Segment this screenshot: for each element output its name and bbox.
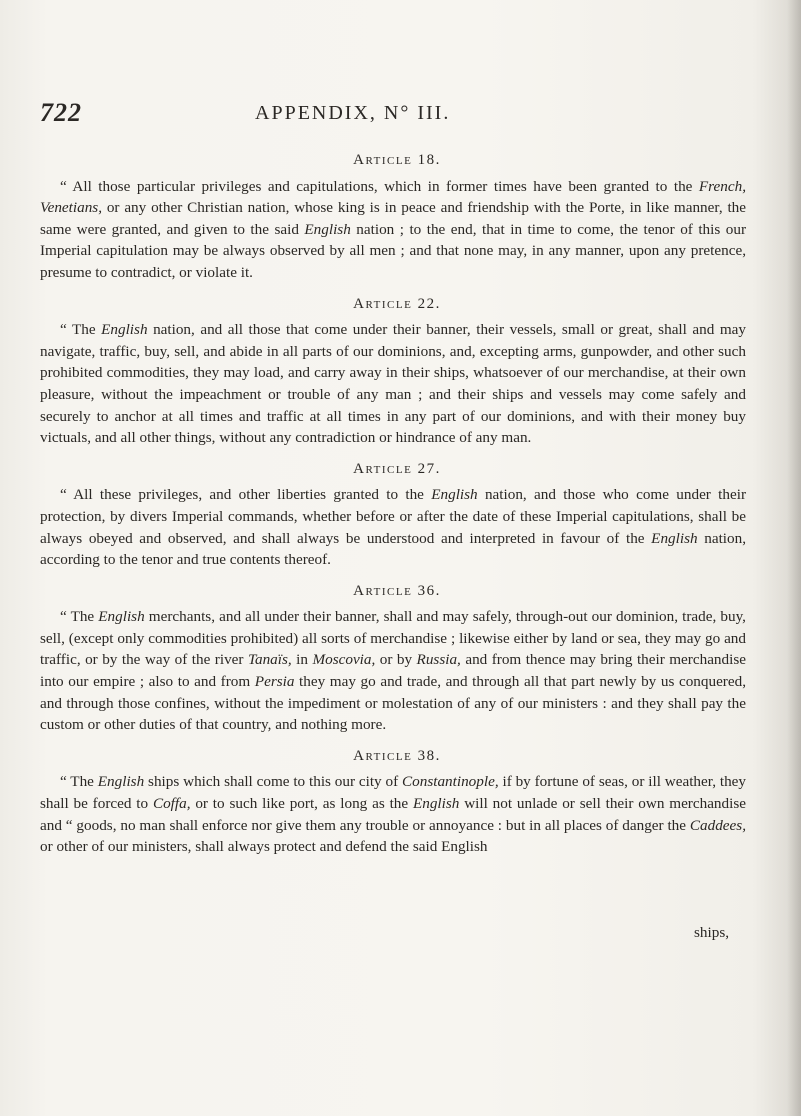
text-run: or to such like port, as long as the [190,795,413,813]
article-section [40,459,746,571]
text-run: “ The [60,321,102,339]
text-run: or by [375,651,417,669]
article-text [40,606,746,736]
text-run: “ All these privileges, and other liberties granted to the [60,486,432,504]
text-run: nation ; to the end, that in time to come, the tenor of this our Imperial capitulation may be always observed by all men ; and that none may, in any manner, upon any pretence, presume to contradict, or violate it. [40,220,746,281]
page-number: 722 [40,98,82,127]
text-run: if by fortune of seas, or ill weather, they shall be forced to [40,773,747,813]
text-run: and from thence may bring their merchandise into our empire ; also to and from [40,651,746,691]
text-run: nation, according to the tenor and true contents thereof. [40,529,746,569]
article-section [40,746,746,858]
article-heading: Article 22. [353,295,441,312]
catchword: ships, [694,924,730,941]
italic-text: Tanaïs, [247,651,292,669]
running-head: APPENDIX, N° III. [255,102,451,124]
text-run: or any other Christian nation, whose king is in peace and friendship with the Porte, in like manner, the same were granted, and given to the said [40,199,746,238]
article-section [40,150,746,284]
italic-text: Constantinople, [402,773,499,791]
italic-text: English [97,773,145,791]
italic-text: English [431,486,478,504]
text-run: or other of our ministers, shall always protect and defend the said English [40,838,488,856]
text-run: ships which shall come to this our city of [144,773,402,791]
italic-text: Russia, [416,651,461,669]
article-heading: Article 18. [353,152,441,168]
italic-text: Moscovia, [312,651,376,669]
text-run: “ The [60,608,99,626]
text-run: “ All those particular privileges and capitulations, which in former times have been granted to the [60,177,699,195]
article-heading: Article 36. [353,582,441,599]
italic-text: Persia [254,673,295,691]
italic-text: English [651,529,698,547]
text-run: they may go and trade, and through all that part newly by us conquered, and through those confines, without the impediment or molestation of any of our ministers : and they shall pay the custom or other duties of that country, and nothing more. [40,673,747,734]
article-text [40,484,746,570]
italic-text: English [412,795,460,813]
text-run: nation, and all those that come under their banner, their vessels, small or great, shall and may navigate, traffic, buy, sell, and abide in all parts of our dominions, and, excepting arms, gunpowder, and other such prohibited commodities, they may load, and carry away in their ships, whatsoever of our merchandise, at their own pleasure, without the impeachment or trouble of any man ; and their ships and vessels may come safely and securely to anchor at all times and traffic at all times in any part of our dominions, and with their money buy victuals, and all other things, without any contradiction or hindrance of any man. [40,321,746,447]
italic-text: English [101,321,148,339]
text-run: nation, and those who come under their protection, by divers Imperial commands, whether before or after the date of these Imperial capitulations, shall be always obeyed and observed, and shall always be understood and interpreted in favour of the [40,486,746,547]
text-run: in [291,651,313,669]
page-body [40,150,746,868]
article-section [40,294,746,449]
article-heading: Article 27. [353,460,441,477]
article-section [40,581,746,736]
text-run: “ The [60,773,98,791]
text-run: merchants, and all under their banner, shall and may safely, through-out our dominion, trade, buy, sell, (except only commodities prohibited) all sorts of merchandise ; likewise either by land or sea, they may go and traffic, or by the way of the river [40,608,746,669]
page-edge-shadow [787,0,801,1116]
page-header [40,98,760,138]
italic-text: English [304,220,351,238]
italic-text: Coffa, [152,795,191,813]
italic-text: French, Venetians, [40,177,746,217]
text-run: will not unlade or sell their own merchandise and “ goods, no man shall enforce nor give them any trouble or annoyance : but in all places of danger the [40,795,746,834]
article-text [40,319,746,449]
article-text [40,176,746,284]
italic-text: English [98,608,145,626]
article-heading: Article 38. [353,747,441,764]
italic-text: Caddees, [689,816,746,834]
article-text [40,771,746,857]
